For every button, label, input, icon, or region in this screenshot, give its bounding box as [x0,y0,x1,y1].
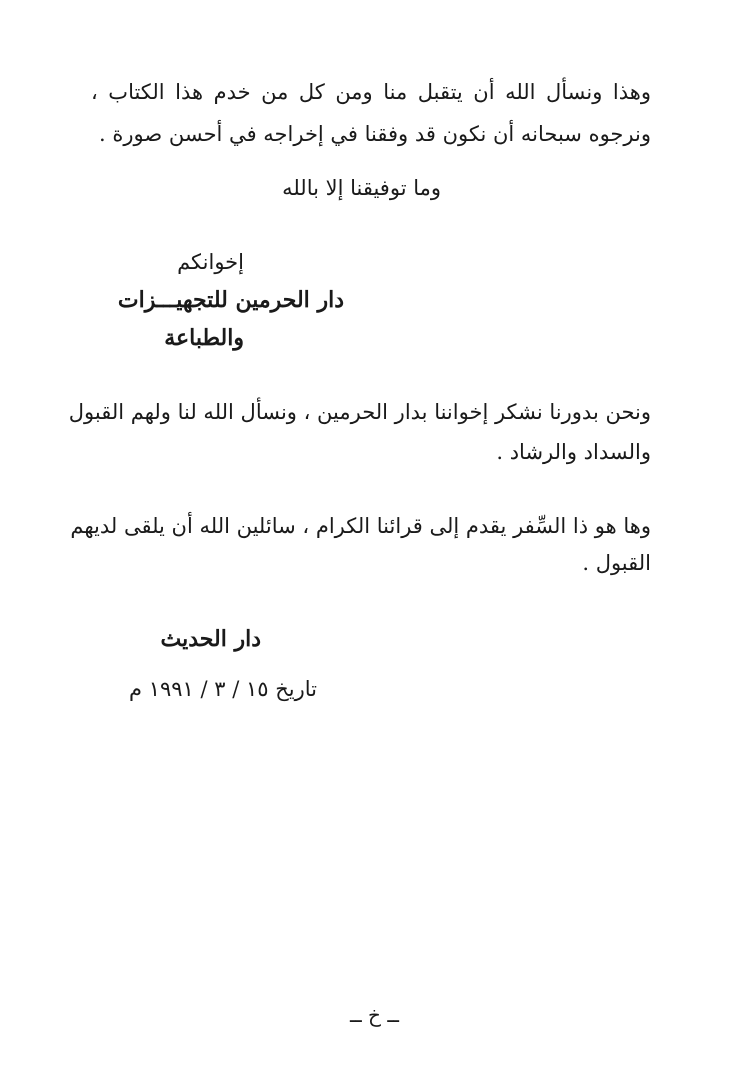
paragraph-2-line-1: ونحن بدورنا نشكر إخواننا بدار الحرمين ، ونسأل الله لنا ولهم القبول [68,400,651,424]
paragraph-1-line-1: وهذا ونسأل الله أن يتقبل منا ومن كل من خدم هذا الكتاب ، [91,80,651,104]
signature-2-name: دار الحديث [160,626,261,652]
page-number: ــ خ ــ [349,1003,400,1027]
signature-2-date: تاريخ ١٥ / ٣ / ١٩٩١ م [129,677,317,701]
paragraph-3-line-2: القبول . [582,551,651,575]
signature-1-greeting: إخوانكم [177,250,244,274]
paragraph-1-line-2: ونرجوه سبحانه أن نكون قد وفقنا في إخراجه في أحسن صورة . [99,122,651,146]
signature-1-name-line-1: دار الحرمين للتجهيـــزات [117,287,344,313]
paragraph-3-line-1: وها هو ذا السِّفر يقدم إلى قرائنا الكرام ، سائلين الله أن يلقى لديهم [70,514,651,538]
signature-1-name-line-2: والطباعة [164,325,244,351]
paragraph-2-line-2: والسداد والرشاد . [496,440,651,464]
tawfiq-line: وما توفيقنا إلا بالله [282,176,441,200]
